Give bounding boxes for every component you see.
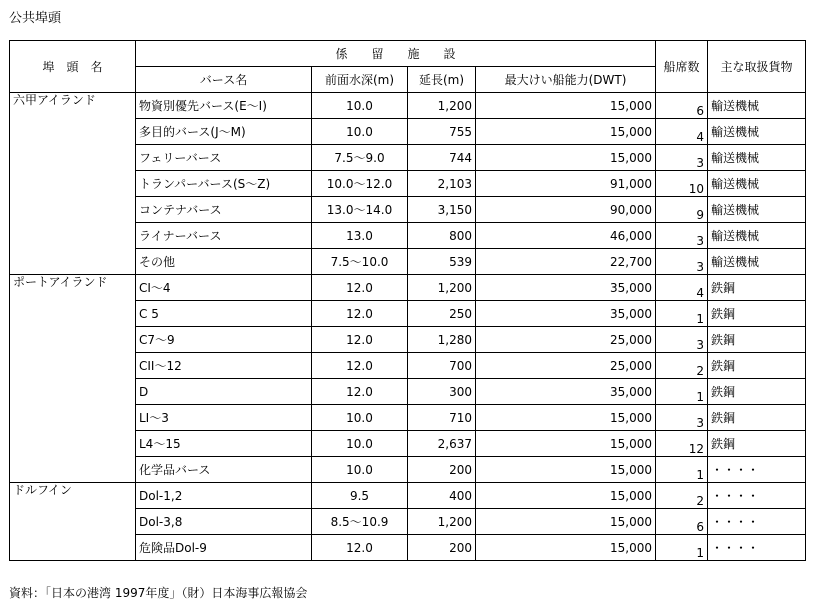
- page-title: 公共埠頭: [9, 11, 62, 26]
- berths-cell: 1: [656, 457, 708, 483]
- berth-name-cell: フェリーバース: [136, 145, 312, 171]
- header-pier: 埠 頭 名: [10, 41, 136, 93]
- cargo-cell: 鉄鋼: [708, 301, 806, 327]
- cargo-cell: 鉄鋼: [708, 379, 806, 405]
- header-berth-name: バース名: [136, 67, 312, 93]
- berths-cell: 1: [656, 379, 708, 405]
- length-cell: 2,103: [408, 171, 476, 197]
- cargo-cell: 輸送機械: [708, 223, 806, 249]
- berth-name-cell: その他: [136, 249, 312, 275]
- capacity-cell: 15,000: [476, 535, 656, 561]
- length-cell: 200: [408, 535, 476, 561]
- length-cell: 1,200: [408, 275, 476, 301]
- berths-cell: 3: [656, 145, 708, 171]
- depth-cell: 8.5〜10.9: [312, 509, 408, 535]
- cargo-cell: 輸送機械: [708, 197, 806, 223]
- berth-name-cell: C 5: [136, 301, 312, 327]
- depth-cell: 12.0: [312, 301, 408, 327]
- berths-cell: 9: [656, 197, 708, 223]
- capacity-cell: 15,000: [476, 483, 656, 509]
- capacity-cell: 35,000: [476, 275, 656, 301]
- berth-name-cell: CI〜4: [136, 275, 312, 301]
- pier-name: 六甲アイランド: [10, 93, 136, 275]
- pier-name: ポートアイランド: [10, 275, 136, 483]
- berths-cell: 3: [656, 405, 708, 431]
- capacity-cell: 90,000: [476, 197, 656, 223]
- berths-cell: 4: [656, 275, 708, 301]
- header-row-1: [10, 41, 806, 67]
- berths-cell: 6: [656, 93, 708, 119]
- length-cell: 200: [408, 457, 476, 483]
- berth-name-cell: コンテナバース: [136, 197, 312, 223]
- berths-cell: 3: [656, 249, 708, 275]
- length-cell: 700: [408, 353, 476, 379]
- length-cell: 3,150: [408, 197, 476, 223]
- capacity-cell: 15,000: [476, 431, 656, 457]
- berth-name-cell: CII〜12: [136, 353, 312, 379]
- berth-name-cell: LI〜3: [136, 405, 312, 431]
- depth-cell: 13.0: [312, 223, 408, 249]
- length-cell: 755: [408, 119, 476, 145]
- berths-cell: 12: [656, 431, 708, 457]
- depth-cell: 12.0: [312, 353, 408, 379]
- header-cargo: 主な取扱貨物: [708, 41, 806, 93]
- capacity-cell: 22,700: [476, 249, 656, 275]
- depth-cell: 12.0: [312, 379, 408, 405]
- header-berths: 船席数: [656, 41, 708, 93]
- depth-cell: 10.0: [312, 93, 408, 119]
- cargo-cell: 鉄鋼: [708, 275, 806, 301]
- length-cell: 2,637: [408, 431, 476, 457]
- length-cell: 710: [408, 405, 476, 431]
- capacity-cell: 15,000: [476, 119, 656, 145]
- depth-cell: 10.0: [312, 457, 408, 483]
- cargo-cell: ・・・・: [708, 509, 806, 535]
- depth-cell: 12.0: [312, 275, 408, 301]
- depth-cell: 12.0: [312, 327, 408, 353]
- capacity-cell: 25,000: [476, 353, 656, 379]
- depth-cell: 10.0〜12.0: [312, 171, 408, 197]
- cargo-cell: 輸送機械: [708, 145, 806, 171]
- cargo-cell: 鉄鋼: [708, 431, 806, 457]
- depth-cell: 7.5〜10.0: [312, 249, 408, 275]
- header-depth: 前面水深(m): [312, 67, 408, 93]
- length-cell: 800: [408, 223, 476, 249]
- capacity-cell: 15,000: [476, 405, 656, 431]
- cargo-cell: 輸送機械: [708, 119, 806, 145]
- header-facilities: 係 留 施 設: [136, 41, 656, 67]
- source-note: 資料：「日本の港湾 1997年度」（財）日本海事広報協会: [9, 586, 308, 600]
- length-cell: 250: [408, 301, 476, 327]
- berths-cell: 10: [656, 171, 708, 197]
- cargo-cell: 鉄鋼: [708, 353, 806, 379]
- berth-name-cell: 物資別優先バース(E〜I): [136, 93, 312, 119]
- berths-cell: 2: [656, 483, 708, 509]
- length-cell: 400: [408, 483, 476, 509]
- length-cell: 539: [408, 249, 476, 275]
- table-body: [10, 93, 806, 561]
- depth-cell: 7.5〜9.0: [312, 145, 408, 171]
- depth-cell: 13.0〜14.0: [312, 197, 408, 223]
- berth-name-cell: L4〜15: [136, 431, 312, 457]
- cargo-cell: 輸送機械: [708, 249, 806, 275]
- berths-cell: 3: [656, 327, 708, 353]
- cargo-cell: ・・・・: [708, 483, 806, 509]
- berths-cell: 1: [656, 535, 708, 561]
- cargo-cell: ・・・・: [708, 457, 806, 483]
- berths-cell: 2: [656, 353, 708, 379]
- berth-name-cell: トランパーバース(S〜Z): [136, 171, 312, 197]
- capacity-cell: 15,000: [476, 457, 656, 483]
- length-cell: 1,200: [408, 509, 476, 535]
- capacity-cell: 25,000: [476, 327, 656, 353]
- pier-name: ドルフイン: [10, 483, 136, 561]
- capacity-cell: 15,000: [476, 145, 656, 171]
- length-cell: 744: [408, 145, 476, 171]
- berths-cell: 4: [656, 119, 708, 145]
- cargo-cell: 輸送機械: [708, 93, 806, 119]
- header-capacity: 最大けい船能力(DWT): [476, 67, 656, 93]
- depth-cell: 12.0: [312, 535, 408, 561]
- berth-name-cell: D: [136, 379, 312, 405]
- length-cell: 1,280: [408, 327, 476, 353]
- depth-cell: 9.5: [312, 483, 408, 509]
- berth-name-cell: C7〜9: [136, 327, 312, 353]
- header-length: 延長(m): [408, 67, 476, 93]
- depth-cell: 10.0: [312, 119, 408, 145]
- capacity-cell: 15,000: [476, 93, 656, 119]
- table-row: [10, 93, 806, 119]
- depth-cell: 10.0: [312, 405, 408, 431]
- capacity-cell: 35,000: [476, 379, 656, 405]
- berth-name-cell: Dol-3,8: [136, 509, 312, 535]
- cargo-cell: 鉄鋼: [708, 405, 806, 431]
- table-row: [10, 275, 806, 301]
- length-cell: 300: [408, 379, 476, 405]
- cargo-cell: ・・・・: [708, 535, 806, 561]
- capacity-cell: 15,000: [476, 509, 656, 535]
- berth-name-cell: Dol-1,2: [136, 483, 312, 509]
- capacity-cell: 35,000: [476, 301, 656, 327]
- berth-name-cell: 多目的バース(J〜M): [136, 119, 312, 145]
- pier-table: [9, 40, 806, 561]
- berth-name-cell: 危険品Dol-9: [136, 535, 312, 561]
- berths-cell: 3: [656, 223, 708, 249]
- length-cell: 1,200: [408, 93, 476, 119]
- cargo-cell: 輸送機械: [708, 171, 806, 197]
- berth-name-cell: 化学品バース: [136, 457, 312, 483]
- berths-cell: 6: [656, 509, 708, 535]
- capacity-cell: 46,000: [476, 223, 656, 249]
- capacity-cell: 91,000: [476, 171, 656, 197]
- cargo-cell: 鉄鋼: [708, 327, 806, 353]
- depth-cell: 10.0: [312, 431, 408, 457]
- berths-cell: 1: [656, 301, 708, 327]
- berth-name-cell: ライナーバース: [136, 223, 312, 249]
- table-row: [10, 483, 806, 509]
